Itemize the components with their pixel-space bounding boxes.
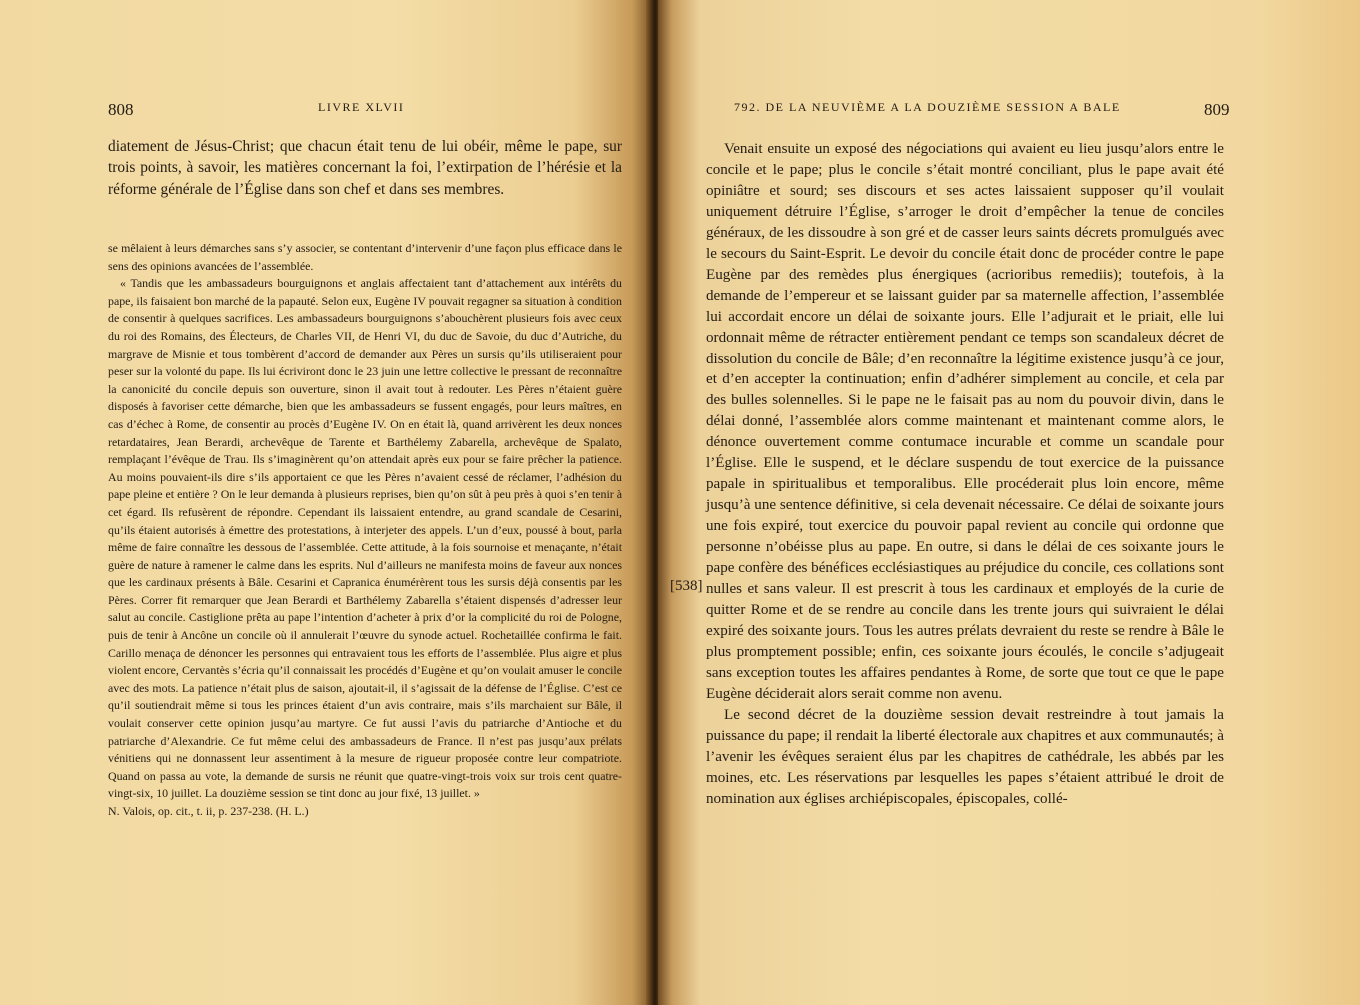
page-number-left: 808 (108, 100, 134, 119)
footnote-citation: N. Valois, op. cit., t. ii, p. 237-238. (H. L.) (108, 804, 309, 818)
footnote-block (108, 240, 622, 821)
paragraph: Venait ensuite un exposé des négociations qui avaient eu lieu jusqu’alors entre le concile et le pape; plus le concile s’était montré conciliant, plus le pape avait été opiniâtre et sourd; ses discours et ses actes laissaient supposer qu’il voulait uniquement détruire l’Église, s’arroger le droit d’empêcher la tenue de conciles généraux, de les dissoudre à son gré et de casser leurs saints décrets promulgués avec le secours du Saint-Esprit. Le devoir du concile était donc de procéder contre le pape Eugène par des remèdes plus énergiques (acrioribus remediis); toutefois, à la demande de l’empereur et se laissant guider par sa maternelle affection, l’assemblée lui accordait encore un délai de soixante jours. Elle l’adjurait et le priait, elle lui ordonnait même de rétracter entièrement pendant ce temps son scandaleux décret de dissolution du concile de Bâle; d’en reconnaître la légitime existence jusqu’à ce jour, et d’en accepter la continuation; enfin d’adhérer simplement au concile, et cela par des bulles solennelles. Si le pape ne le faisait pas au nom du pouvoir divin, dans le délai donné, l’assemblée alors comme maintenant et maintenant comme alors, le dénonce ouvertement comme contumace incurable et comme un scandale pour l’Église. Elle le suspend, et le déclare suspendu de tout exercice de la puissance papale in spiritualibus et temporalibus. Elle procéderait plus loin encore, même jusqu’à une sentence définitive, si cela devenait nécessaire. Ce délai de soixante jours une fois expiré, tout exercice du pouvoir papal revient au concile qui ordonne que personne n’obéisse plus au pape. En outre, si dans le délai de ces soixante jours le pape confère des bénéfices ecclésiastiques au préjudice du concile, ces collations sont nulles et sans valeur. Il est prescrit à tous les cardinaux et employés de la curie de quitter Rome et de se rendre au concile dans les trente jours qui suivraient le délai expiré des soixante jours. Tous les autres prélats devraient du reste se rendre à Bâle le plus promptement possible; enfin, ces soixante jours écoulés, le concile s’adjugeait sans exception toutes les affaires pendantes à Rome, de sorte que tout ce que le pape Eugène déciderait alors serait comme non avenu. (706, 141, 1225, 702)
page-number-right: 809 (1204, 100, 1230, 119)
footnote-paragraph: « Tandis que les ambassadeurs bourguignons et anglais affectaient tant d’attachement aux intérêts du pape, ils faisaient bon marché de la papauté. Selon eux, Eugène IV pouvait regagner sa situation à condition de consentir à quelques sacrifices. Les ambassadeurs bourguignons s’abouchèrent plusieurs fois avec ceux du roi des Romains, des Électeurs, de Charles VII, de Henri VI, du duc de Savoie, du duc d’Autriche, du margrave de Misnie et tous tombèrent d’accord de demander aux Pères un sursis qu’ils utiliseraient pour peser sur la volonté du pape. Ils lui écriviront donc le 23 juin une lettre collective le pressant de reconnaître la canonicité du concile depuis son ouverture, sinon il avait tout à redouter. Les Pères n’étaient guère disposés à favoriser cette démarche, bien que les ambassadeurs se fussent engagés, pour leurs maîtres, en cas d’échec à Rome, de consentir au procès d’Eugène IV. On en était là, quand arrivèrent les deux nonces retardataires, Jean Berardi, archevêque de Tarente et Barthélemy Zabarella, archevêque de Spalato, remplaçant l’évêque de Trau. Ils s’imaginèrent qu’on attendait après eux pour se faire prêcher la patience. Au moins pouvaient-ils dire s’ils apportaient ce que les Pères n’avaient cessé de réclamer, l’adhésion du pape pleine et entière ? On le leur demanda à plusieurs reprises, bien qu’on sût à peu près à quoi s’en tenir à cet égard. Ils refusèrent de répondre. Cependant ils laissaient entendre, au grand scandale de Cesarini, qu’ils étaient autorisés à émettre des protestations, à interjeter des appels. L’un d’eux, poussé à bout, parla même de faire connaître les dessous de l’assemblée. Cette attitude, à la fois sournoise et menaçante, n’était guère de nature à ramener le calme dans les esprits. Nul d’ailleurs ne manifesta moins de faveur aux nonces que les cardinaux présents à Bâle. Cesarini et Capranica énumérèrent tous les sursis déjà consentis par les Pères. Correr fit remarquer que Jean Berardi et Barthélemy Zabarella s’étaient dispensés d’adresser leur salut au concile. Castiglione prêta au pape l’intention d’acheter à prix d’or la complicité du roi de Pologne, puis de tenir à Ancône un concile où il annulerait l’œuvre du synode actuel. Rochetaillée confirma le fait. Carillo menaça de dénoncer les personnes qui entravaient tous les efforts de l’assemblée. Plus aigre et plus violent encore, Cervantès s’écria qu’il connaissait les procédés d’Eugène et qu’on voulait amuser le concile avec des mots. La patience n’était plus de saison, ajoutait-il, il s’agissait de la défense de l’Église. C’est ce qu’il soutiendrait même si tous les princes étaient d’un avis contraire, mais s’ils marchaient sur Bâle, il voulait conserver cette opinion jusqu’au martyre. Ce fut aussi l’avis du patriarche d’Antioche et du patriarche d’Alexandrie. Ce fut même celui des ambassadeurs de France. Il n’est pas jusqu’aux prélats vénitiens qui ne donnassent leur assentiment à la mesure de rigueur proposée contre leur compatriote. Quand on passa au vote, la demande de sursis ne réunit que quatre-vingt-trois voix sur trois cent quatre-vingt-six, 10 juillet. La douzième session se tint donc au jour fixé, 13 juillet. » (108, 276, 622, 801)
running-head-right: 792. DE LA NEUVIÈME A LA DOUZIÈME SESSION A BALE (734, 100, 1121, 114)
margin-reference: [538] (670, 578, 703, 594)
footnote-paragraph: se mêlaient à leurs démarches sans s’y associer, se contentant d’intervenir d’une façon plus efficace dans le sens des opinions avancées de l’assemblée. (108, 241, 622, 273)
left-main-text: diatement de Jésus-Christ; que chacun était tenu de lui obéir, même le pape, sur trois points, à savoir, les matières concernant la foi, l’extirpation de l’hérésie et la réforme générale de l’Église dans son chef et dans ses membres. (108, 138, 622, 198)
paragraph: Le second décret de la douzième session devait restreindre à tout jamais la puissance du pape; il rendait la liberté électorale aux chapitres et aux communautés; à l’avenir les évêques seraient élus par les chapitres de cathédrale, les abbés par les moines, etc. Les réservations par lesquelles les papes s’étaient attribué le droit de nomination aux églises archiépiscopales, épiscopales, collé- (706, 706, 1224, 807)
left-page (0, 0, 652, 1005)
running-head-left: LIVRE XLVII (318, 100, 405, 114)
right-main-text (706, 139, 1224, 810)
